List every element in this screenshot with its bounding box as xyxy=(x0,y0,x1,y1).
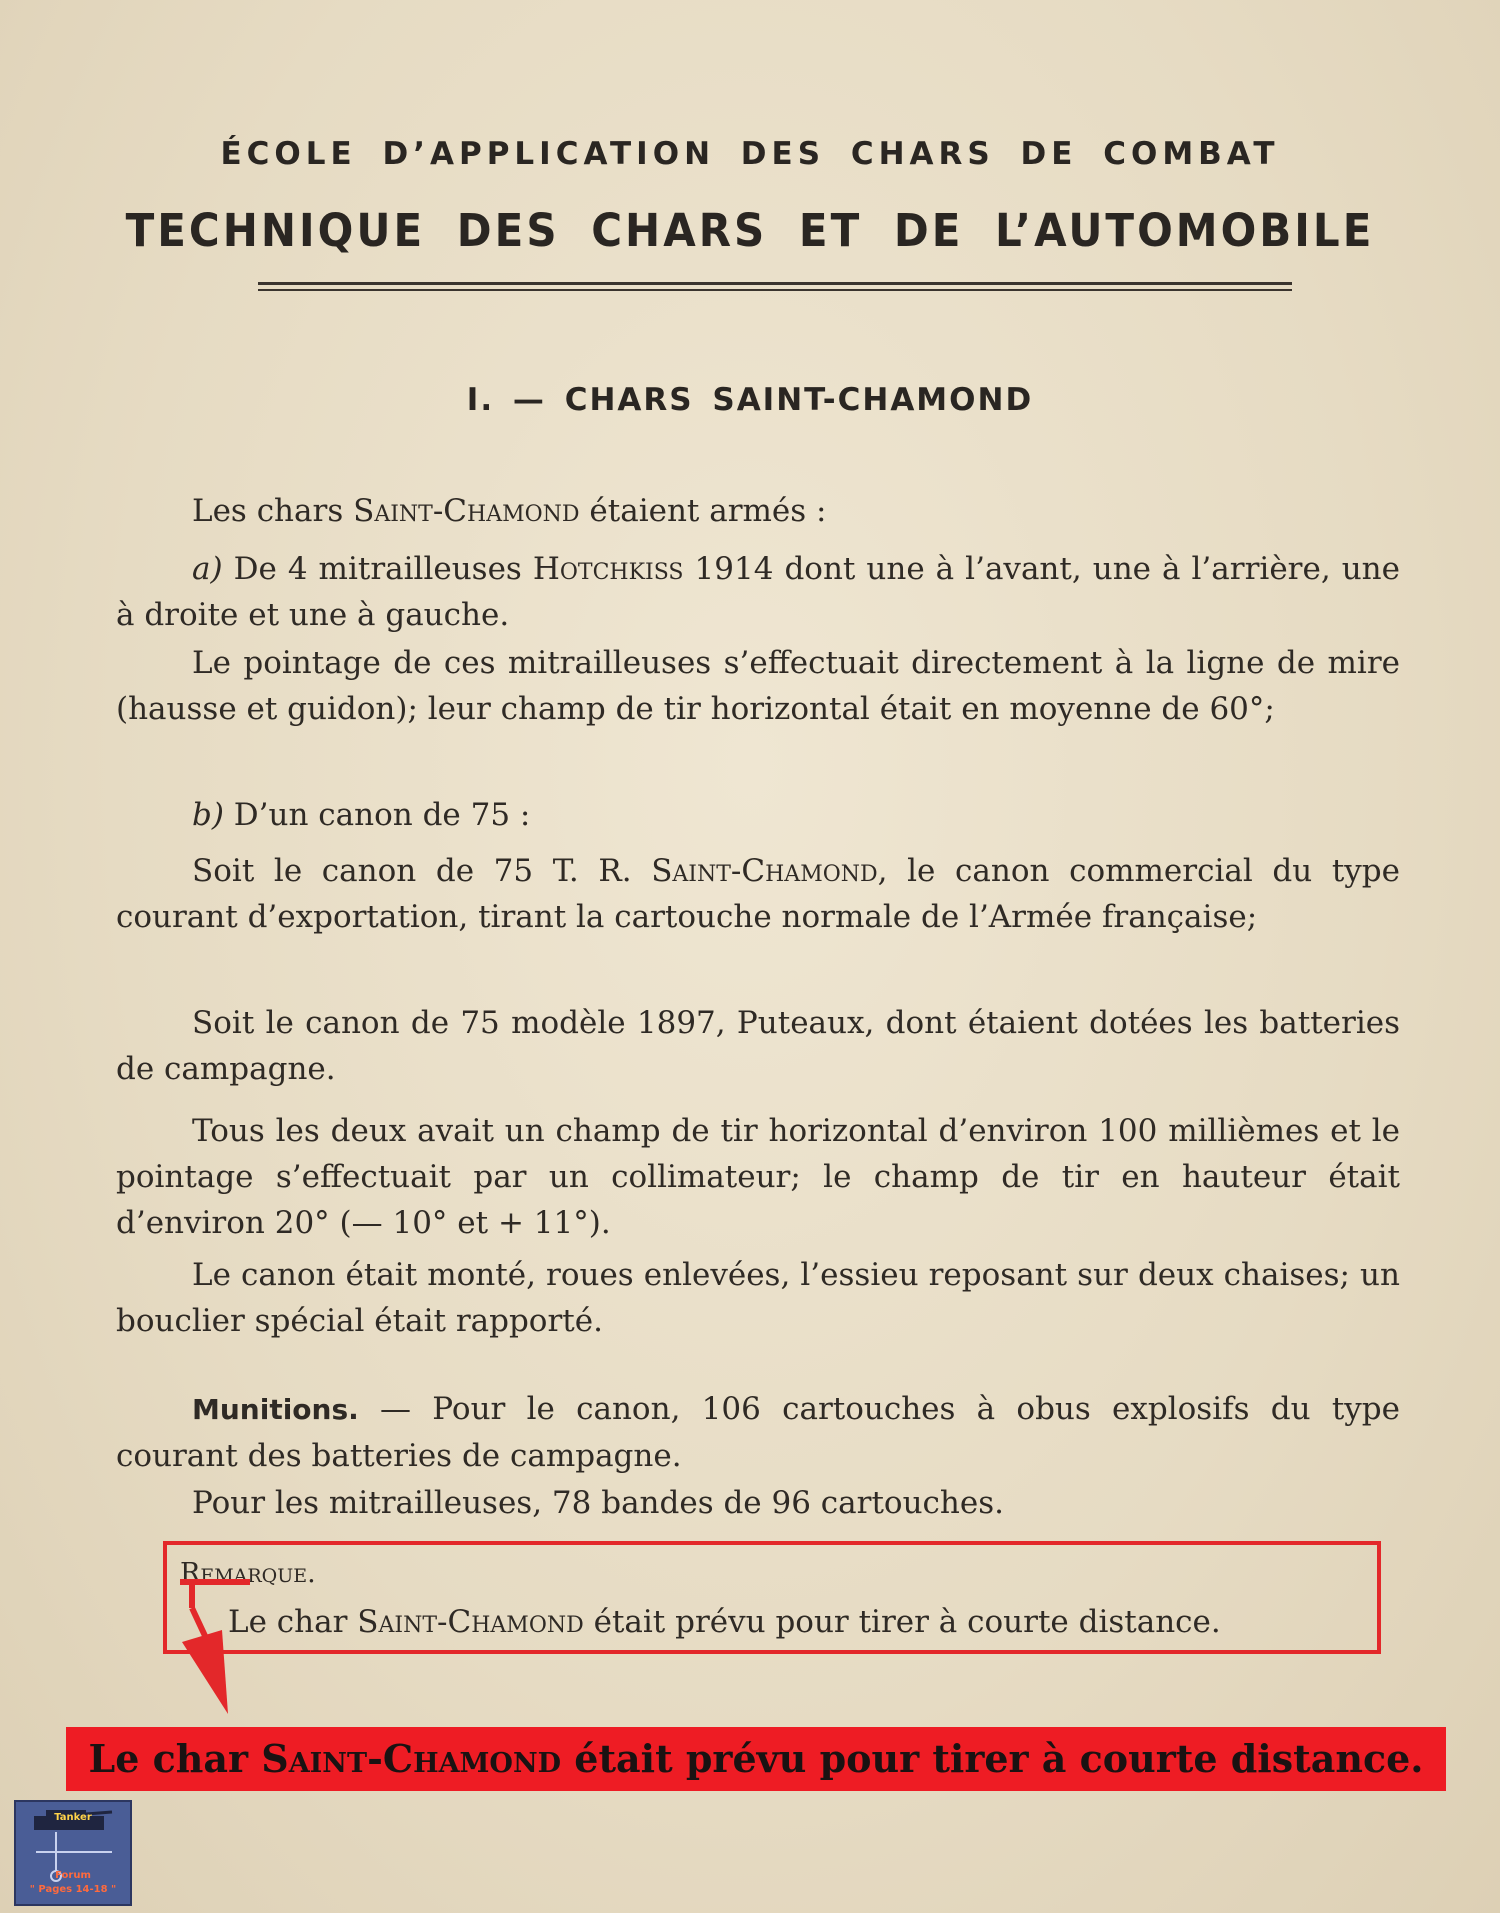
remark-title: Remarque. xyxy=(180,1558,316,1589)
text: D’un canon de 75 : xyxy=(223,797,531,833)
list-marker: a) xyxy=(192,551,223,587)
text: Le char xyxy=(228,1604,358,1640)
text: De 4 mitrailleuses xyxy=(222,551,533,587)
remark-banner xyxy=(66,1727,1446,1791)
heading-rule-thin xyxy=(258,289,1292,291)
text: , le canon commercial du type courant d’exportation, tirant la cartouche normale de l’Armée française; xyxy=(116,853,1400,935)
logo-line-3: " Pages 14-18 " xyxy=(29,1884,117,1895)
text-small-caps: Hotchkiss xyxy=(532,551,684,587)
paragraph-armament-intro xyxy=(116,488,1400,534)
logo-line-2: Forum xyxy=(55,1870,91,1881)
text: Soit le canon de 75 T. R. xyxy=(192,853,652,889)
text: 1914 dont une à l’avant, une à l’arrière, une à droite et une à gauche. xyxy=(116,551,1400,633)
text-small-caps: Saint-Chamond xyxy=(353,493,580,529)
paragraph-machine-guns xyxy=(116,546,1400,638)
text-small-caps: Saint-Chamond xyxy=(261,1736,562,1781)
paragraph-cannon-intro xyxy=(116,792,1400,838)
text: — Pour le canon, 106 cartouches à obus explosifs du type courant des batteries de campagne. xyxy=(116,1391,1400,1474)
logo-line-1: Tanker xyxy=(54,1812,92,1823)
paragraph-ammunition xyxy=(116,1386,1400,1479)
text-small-caps: Saint-Chamond xyxy=(357,1604,584,1640)
subject-heading: TECHNIQUE DES CHARS ET DE L’AUTOMOBILE xyxy=(125,204,1375,257)
text-small-caps: Saint-Chamond xyxy=(651,853,878,889)
text: étaient armés : xyxy=(579,493,827,529)
paragraph-machine-gun-ammo: Pour les mitrailleuses, 78 bandes de 96 cartouches. xyxy=(192,1485,1004,1521)
ammunition-label: Munitions. xyxy=(192,1393,359,1426)
text: Les chars xyxy=(192,493,354,529)
remark-text xyxy=(228,1604,1221,1640)
banner-text xyxy=(66,1727,1446,1791)
arrow-down-icon xyxy=(170,1578,250,1728)
paragraph-cannon-1897: Soit le canon de 75 modèle 1897, Puteaux, dont étaient dotées les batteries de campagne. xyxy=(116,1005,1400,1087)
paragraph-mounting: Le canon était monté, roues enlevées, l’essieu reposant sur deux chaises; un bouclier spécial était rapporté. xyxy=(116,1257,1400,1339)
forum-logo xyxy=(14,1800,132,1906)
text: Le char xyxy=(88,1736,262,1781)
heading-rule xyxy=(258,282,1292,285)
school-heading: ÉCOLE D’APPLICATION DES CHARS DE COMBAT xyxy=(220,136,1280,172)
text: était prévu pour tirer à courte distance. xyxy=(561,1736,1424,1781)
section-title: I. — CHARS SAINT-CHAMOND xyxy=(466,382,1034,418)
paragraph-field-of-fire: Tous les deux avait un champ de tir horizontal d’environ 100 millièmes et le pointage s’effectuait par un collimateur; le champ de tir en hauteur était d’environ 20° (— 10° et + 11°). xyxy=(116,1113,1400,1241)
list-marker: b) xyxy=(192,797,224,833)
paragraph-cannon-tr xyxy=(116,848,1400,940)
text: était prévu pour tirer à courte distance. xyxy=(583,1604,1221,1640)
paragraph-aiming: Le pointage de ces mitrailleuses s’effectuait directement à la ligne de mire (hausse et guidon); leur champ de tir horizontal était en moyenne de 60°; xyxy=(116,645,1400,727)
